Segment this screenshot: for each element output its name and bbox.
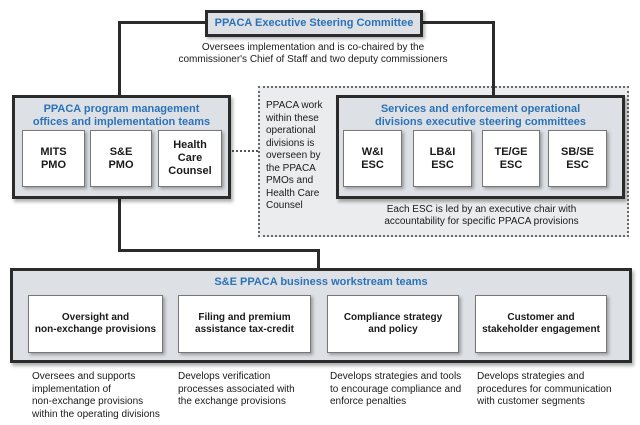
workstream-label: Customer and stakeholder engagement [482, 312, 600, 335]
mits-pmo-label: MITS PMO [40, 145, 67, 171]
dotted-connector-line [232, 150, 258, 152]
tege-esc-box [482, 130, 540, 187]
workstream-description: Develops strategies and procedures for communication with customer segments [477, 371, 612, 407]
workstream-box-oversight [28, 295, 163, 353]
health-care-counsel-label: Health Care Counsel [168, 139, 212, 177]
mits-pmo-box [22, 130, 85, 187]
esc-group-title: Services and enforcement operational divisions executive steering committees [375, 103, 586, 128]
connector-line [422, 21, 495, 24]
workstream-box-customer [475, 295, 607, 353]
scope-note: PPACA work within these operational divisions is overseen by the PPACA PMOs and Health Care Counsel [266, 100, 323, 211]
executive-steering-committee-title: PPACA Executive Steering Committee [214, 17, 414, 30]
connector-line [118, 21, 206, 24]
workstream-label: Oversight and non‑exchange provisions [34, 312, 157, 335]
workstream-group-title: S&E PPACA business workstream teams [214, 276, 428, 288]
wi-esc-box [343, 130, 402, 187]
health-care-counsel-box [158, 130, 222, 187]
workstream-group-box [10, 268, 632, 363]
workstream-label: Compliance strategy and policy [343, 312, 443, 335]
wi-esc-label: W&I ESC [361, 145, 384, 171]
tege-esc-label: TE/GE ESC [494, 145, 528, 171]
lbi-esc-box [413, 130, 472, 187]
se-pmo-label: S&E PMO [108, 145, 134, 171]
connector-line [118, 249, 320, 252]
workstream-box-compliance [327, 295, 459, 353]
pmo-group-box [12, 95, 231, 199]
workstream-description: Develops verification processes associated with the exchange provisions [178, 371, 295, 407]
connector-line [492, 21, 495, 95]
pmo-group-title: PPACA program management offices and implementation teams [32, 103, 211, 128]
workstream-label: Filing and premium assistance tax-credit [195, 312, 294, 335]
workstream-box-filing [178, 295, 311, 353]
workstream-description: Oversees and supports implementation of non‑exchange provisions within the operating divisions [32, 371, 160, 420]
sbse-esc-box [548, 130, 607, 187]
lbi-esc-label: LB&I ESC [429, 145, 456, 171]
connector-line [118, 21, 121, 95]
executive-steering-committee-box [205, 10, 423, 37]
se-pmo-box [90, 130, 152, 187]
workstream-description: Develops strategies and tools to encourage compliance and enforce penalties [330, 371, 462, 407]
esc-group-caption: Each ESC is led by an executive chair with accountability for specific PPACA provisions [384, 204, 579, 227]
connector-line [317, 249, 320, 270]
executive-steering-committee-caption: Oversees implementation and is co-chaired by the commissioner's Chief of Staff and two deputy commissioners [178, 42, 448, 65]
esc-group-box [336, 95, 625, 199]
sbse-esc-label: SB/SE ESC [560, 145, 594, 171]
